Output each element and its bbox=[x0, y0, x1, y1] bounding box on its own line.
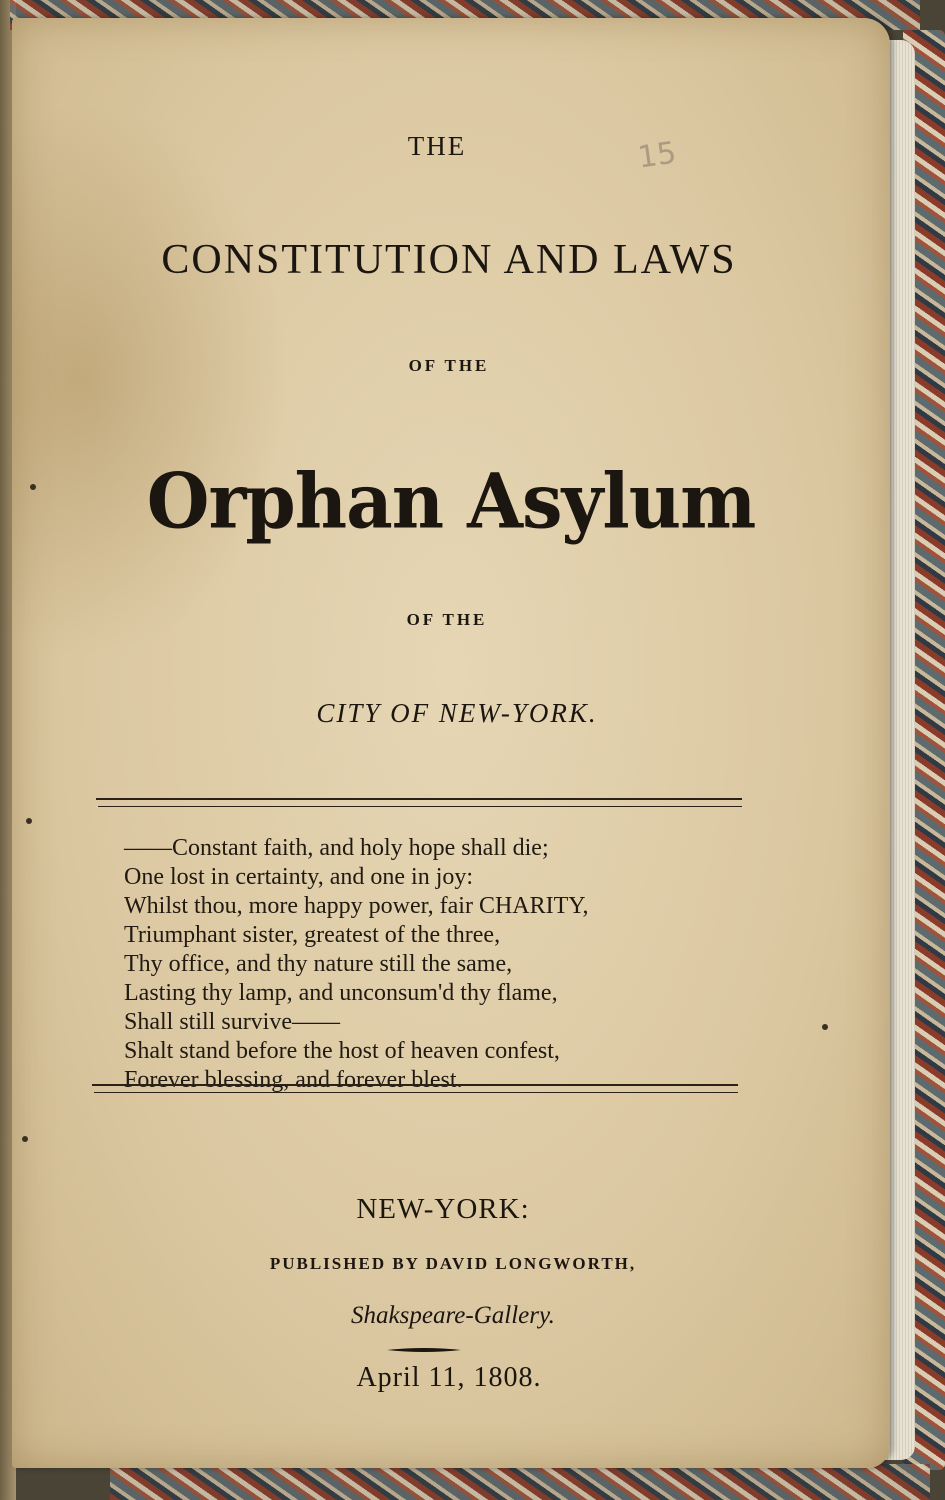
top-double-rule-b bbox=[98, 806, 742, 807]
epigraph-line: One lost in certainty, and one in joy: bbox=[124, 864, 474, 890]
institution-name: Orphan Asylum bbox=[146, 455, 756, 546]
title-page bbox=[12, 18, 890, 1468]
flourish-rule bbox=[387, 1347, 461, 1353]
ink-speck bbox=[30, 484, 36, 490]
epigraph-line: Forever blessing, and forever blest. bbox=[124, 1067, 463, 1093]
epigraph-line: Thy office, and thy nature still the same, bbox=[124, 951, 513, 977]
of-the-first: OF THE bbox=[408, 356, 490, 375]
epigraph-line: Whilst thou, more happy power, fair CHARITY, bbox=[124, 893, 589, 919]
top-double-rule-a bbox=[96, 798, 742, 800]
ink-speck bbox=[26, 818, 32, 824]
bottom-double-rule-b bbox=[94, 1092, 738, 1093]
epigraph-poem bbox=[124, 834, 764, 1095]
city-name: CITY OF NEW-YORK. bbox=[316, 698, 598, 728]
main-title: CONSTITUTION AND LAWS bbox=[161, 237, 737, 283]
imprint-publisher: PUBLISHED BY DAVID LONGWORTH, bbox=[269, 1254, 637, 1273]
epigraph-line: Shall still survive—— bbox=[124, 1009, 340, 1035]
ink-speck bbox=[822, 1024, 828, 1030]
imprint-address: Shakspeare-Gallery. bbox=[351, 1302, 555, 1329]
pencil-annotation: 15 bbox=[635, 135, 679, 176]
marbled-board-bottom bbox=[110, 1464, 930, 1500]
epigraph-line: Lasting thy lamp, and unconsum'd thy flame, bbox=[124, 980, 558, 1006]
epigraph-line: Shalt stand before the host of heaven confest, bbox=[124, 1038, 560, 1064]
epigraph-line: ——Constant faith, and holy hope shall die; bbox=[124, 835, 549, 861]
epigraph-line: Triumphant sister, greatest of the three, bbox=[124, 922, 501, 948]
bottom-double-rule-a bbox=[92, 1084, 738, 1086]
imprint-date: April 11, 1808. bbox=[356, 1362, 542, 1393]
title-the: THE bbox=[407, 131, 467, 161]
imprint-place: NEW-YORK: bbox=[356, 1193, 530, 1225]
ink-speck bbox=[22, 1136, 28, 1142]
of-the-second: OF THE bbox=[406, 610, 488, 629]
